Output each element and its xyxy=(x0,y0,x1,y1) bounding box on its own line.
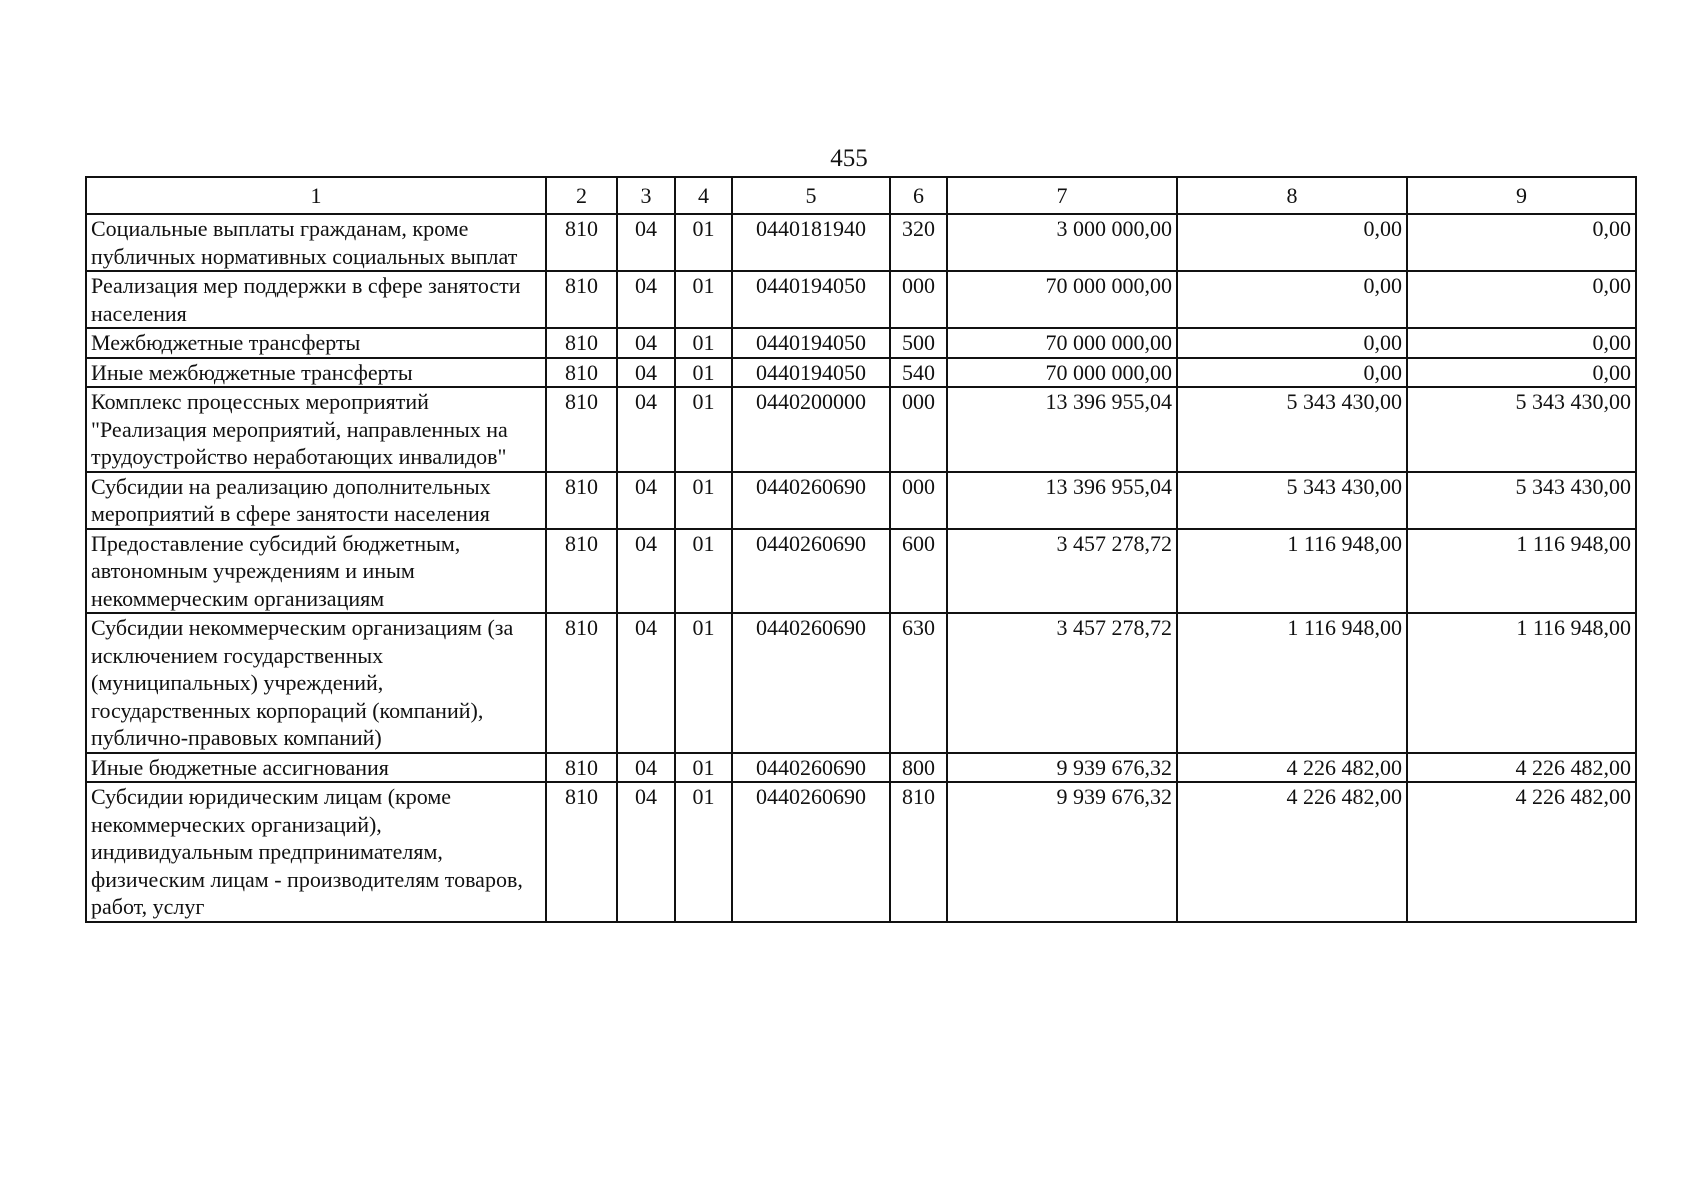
page-number: 455 xyxy=(830,145,868,172)
col-header-7: 7 xyxy=(947,177,1177,214)
row-name: Иные бюджетные ассигнования xyxy=(86,753,546,783)
row-col-3: 04 xyxy=(617,472,675,529)
row-name: Социальные выплаты гражданам, кроме публичных нормативных социальных выплат xyxy=(86,214,546,271)
row-col-3: 04 xyxy=(617,613,675,753)
header-row xyxy=(86,177,1636,214)
row-col-7: 3 000 000,00 xyxy=(947,214,1177,271)
row-col-4: 01 xyxy=(675,782,732,922)
row-col-9: 0,00 xyxy=(1407,328,1636,358)
row-col-8: 0,00 xyxy=(1177,271,1407,328)
row-col-7: 13 396 955,04 xyxy=(947,387,1177,472)
row-col-2: 810 xyxy=(546,328,617,358)
row-col-7: 9 939 676,32 xyxy=(947,782,1177,922)
row-col-5: 0440260690 xyxy=(732,782,890,922)
table-row xyxy=(86,271,1636,328)
table-row xyxy=(86,753,1636,783)
row-col-5: 0440181940 xyxy=(732,214,890,271)
row-col-7: 13 396 955,04 xyxy=(947,472,1177,529)
row-col-2: 810 xyxy=(546,214,617,271)
row-name: Предоставление субсидий бюджетным, автономным учреждениям и иным некоммерческим организациям xyxy=(86,529,546,614)
row-col-6: 320 xyxy=(890,214,947,271)
table-row xyxy=(86,529,1636,614)
budget-table xyxy=(85,176,1637,923)
row-col-5: 0440260690 xyxy=(732,753,890,783)
row-col-9: 4 226 482,00 xyxy=(1407,782,1636,922)
row-col-7: 9 939 676,32 xyxy=(947,753,1177,783)
row-col-2: 810 xyxy=(546,387,617,472)
row-col-6: 540 xyxy=(890,358,947,388)
row-col-5: 0440194050 xyxy=(732,358,890,388)
row-col-8: 5 343 430,00 xyxy=(1177,387,1407,472)
row-col-3: 04 xyxy=(617,214,675,271)
col-header-9: 9 xyxy=(1407,177,1636,214)
row-col-3: 04 xyxy=(617,387,675,472)
row-col-7: 70 000 000,00 xyxy=(947,271,1177,328)
row-col-4: 01 xyxy=(675,529,732,614)
row-name: Комплекс процессных мероприятий "Реализация мероприятий, направленных на трудоустройство неработающих инвалидов" xyxy=(86,387,546,472)
table-row xyxy=(86,782,1636,922)
row-col-9: 0,00 xyxy=(1407,271,1636,328)
row-col-9: 5 343 430,00 xyxy=(1407,472,1636,529)
row-col-9: 0,00 xyxy=(1407,214,1636,271)
col-header-5: 5 xyxy=(732,177,890,214)
row-col-2: 810 xyxy=(546,472,617,529)
row-col-5: 0440200000 xyxy=(732,387,890,472)
table-row xyxy=(86,328,1636,358)
row-col-6: 600 xyxy=(890,529,947,614)
table-row xyxy=(86,358,1636,388)
row-col-3: 04 xyxy=(617,328,675,358)
row-col-8: 5 343 430,00 xyxy=(1177,472,1407,529)
row-col-8: 0,00 xyxy=(1177,328,1407,358)
row-col-5: 0440194050 xyxy=(732,271,890,328)
col-header-1: 1 xyxy=(86,177,546,214)
row-col-4: 01 xyxy=(675,271,732,328)
row-col-9: 1 116 948,00 xyxy=(1407,613,1636,753)
row-col-6: 000 xyxy=(890,472,947,529)
col-header-8: 8 xyxy=(1177,177,1407,214)
row-col-7: 70 000 000,00 xyxy=(947,358,1177,388)
row-col-4: 01 xyxy=(675,472,732,529)
row-col-4: 01 xyxy=(675,613,732,753)
row-col-3: 04 xyxy=(617,358,675,388)
row-col-9: 0,00 xyxy=(1407,358,1636,388)
row-col-9: 1 116 948,00 xyxy=(1407,529,1636,614)
row-col-7: 3 457 278,72 xyxy=(947,613,1177,753)
row-name: Субсидии некоммерческим организациям (за исключением государственных (муниципальных) учреждений, государственных корпораций (компаний), публично-правовых компаний) xyxy=(86,613,546,753)
col-header-6: 6 xyxy=(890,177,947,214)
row-col-8: 0,00 xyxy=(1177,214,1407,271)
row-col-2: 810 xyxy=(546,271,617,328)
row-col-5: 0440194050 xyxy=(732,328,890,358)
row-col-6: 800 xyxy=(890,753,947,783)
row-col-6: 630 xyxy=(890,613,947,753)
row-col-3: 04 xyxy=(617,529,675,614)
table-row xyxy=(86,472,1636,529)
row-col-4: 01 xyxy=(675,214,732,271)
row-col-6: 500 xyxy=(890,328,947,358)
row-col-5: 0440260690 xyxy=(732,472,890,529)
row-col-2: 810 xyxy=(546,753,617,783)
table-row xyxy=(86,387,1636,472)
row-col-2: 810 xyxy=(546,782,617,922)
table-row xyxy=(86,214,1636,271)
row-col-8: 4 226 482,00 xyxy=(1177,782,1407,922)
row-col-2: 810 xyxy=(546,613,617,753)
col-header-2: 2 xyxy=(546,177,617,214)
row-col-3: 04 xyxy=(617,753,675,783)
row-col-3: 04 xyxy=(617,271,675,328)
row-col-6: 810 xyxy=(890,782,947,922)
row-col-7: 3 457 278,72 xyxy=(947,529,1177,614)
row-col-2: 810 xyxy=(546,358,617,388)
row-name: Субсидии на реализацию дополнительных мероприятий в сфере занятости населения xyxy=(86,472,546,529)
col-header-4: 4 xyxy=(675,177,732,214)
row-name: Субсидии юридическим лицам (кроме некоммерческих организаций), индивидуальным предпринимателям, физическим лицам - производителям товаров, работ, услуг xyxy=(86,782,546,922)
row-name: Межбюджетные трансферты xyxy=(86,328,546,358)
row-col-9: 5 343 430,00 xyxy=(1407,387,1636,472)
row-col-5: 0440260690 xyxy=(732,613,890,753)
row-col-9: 4 226 482,00 xyxy=(1407,753,1636,783)
table-row xyxy=(86,613,1636,753)
row-col-8: 1 116 948,00 xyxy=(1177,613,1407,753)
row-col-7: 70 000 000,00 xyxy=(947,328,1177,358)
row-col-3: 04 xyxy=(617,782,675,922)
row-col-4: 01 xyxy=(675,387,732,472)
row-col-8: 1 116 948,00 xyxy=(1177,529,1407,614)
row-col-4: 01 xyxy=(675,753,732,783)
row-col-4: 01 xyxy=(675,328,732,358)
row-col-6: 000 xyxy=(890,387,947,472)
col-header-3: 3 xyxy=(617,177,675,214)
row-col-8: 4 226 482,00 xyxy=(1177,753,1407,783)
row-col-5: 0440260690 xyxy=(732,529,890,614)
row-name: Реализация мер поддержки в сфере занятости населения xyxy=(86,271,546,328)
row-col-2: 810 xyxy=(546,529,617,614)
row-col-4: 01 xyxy=(675,358,732,388)
row-name: Иные межбюджетные трансферты xyxy=(86,358,546,388)
row-col-8: 0,00 xyxy=(1177,358,1407,388)
row-col-6: 000 xyxy=(890,271,947,328)
